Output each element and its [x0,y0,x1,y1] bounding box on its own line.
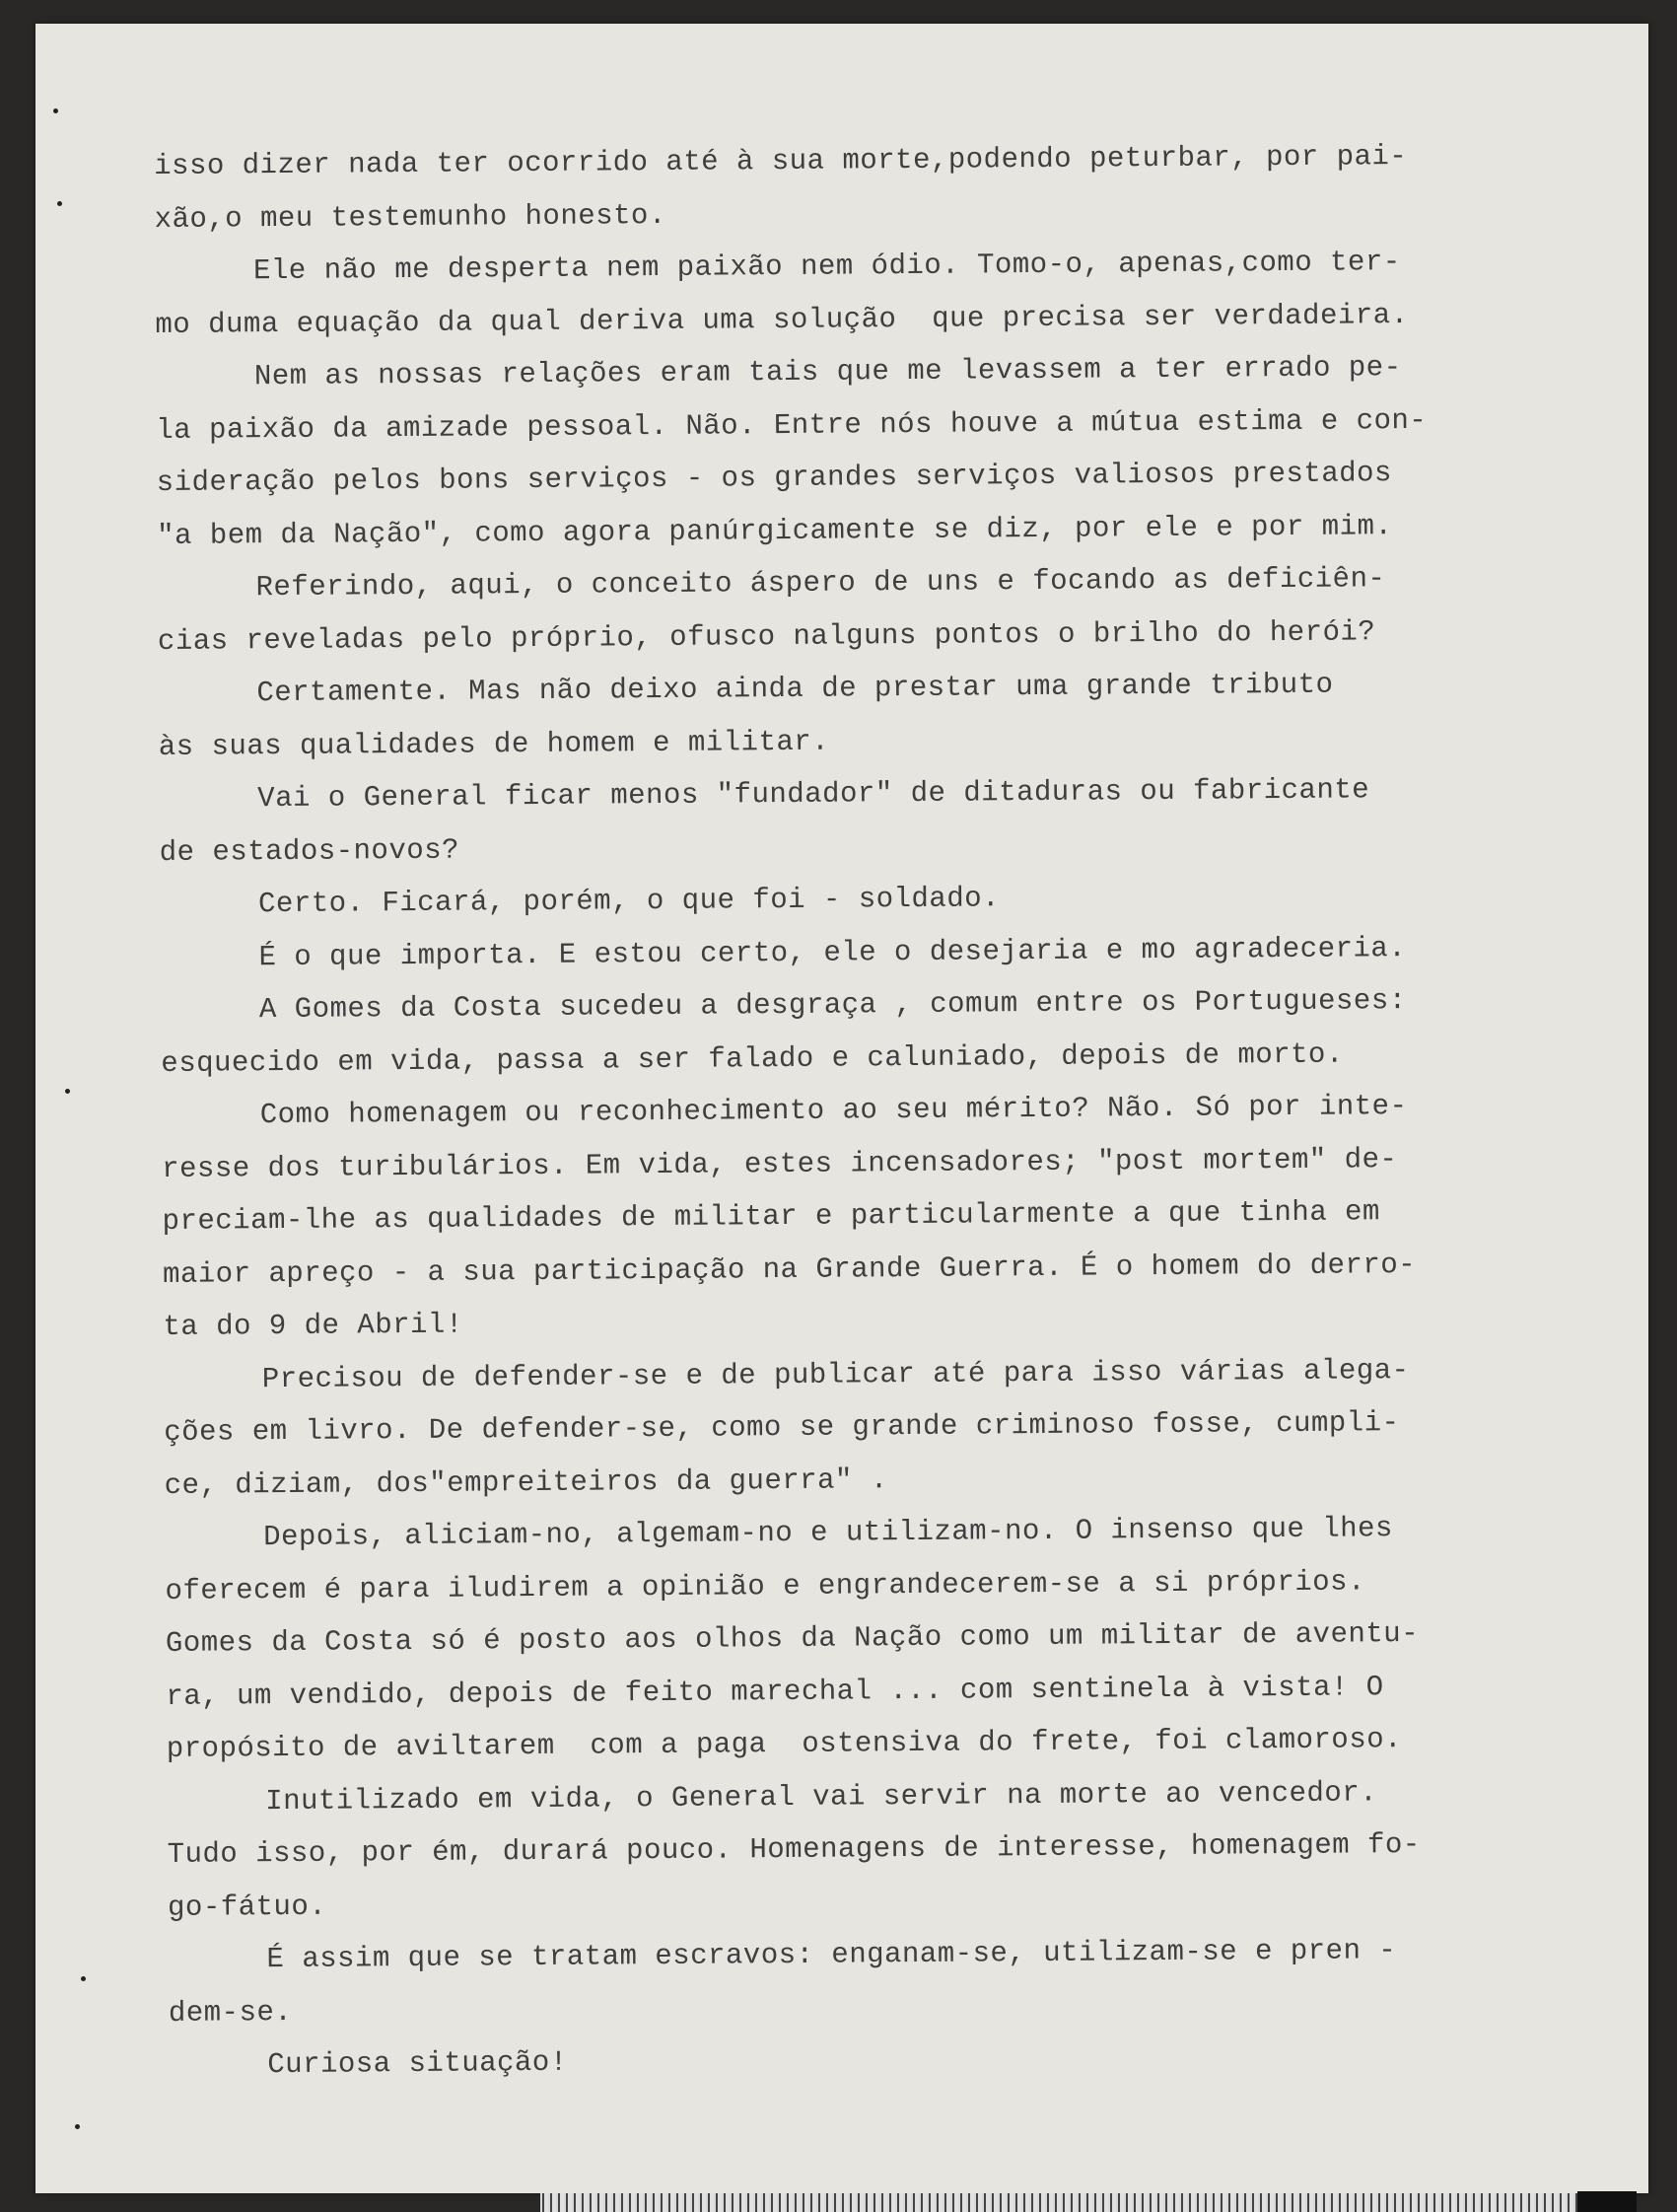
text-line: Gomes da Costa só é posto aos olhos da Nação como um militar de aventu- [165,1616,1420,1660]
text-line: mo duma equação da qual deriva uma solução que precisa ser verdadeira. [155,298,1409,341]
text-line: Certamente. Mas não deixo ainda de prestar uma grande tributo [256,668,1334,710]
text-line: Precisou de defender-se e de publicar até para isso várias alega- [261,1353,1410,1395]
text-line: Certo. Ficará, porém, o que foi - soldado. [257,882,1001,921]
text-line: Ele não me desperta nem paixão nem ódio. Tomo-o, apenas,como ter- [252,246,1401,288]
text-line: xão,o meu testemunho honesto. [154,198,666,236]
text-line: Como homenagem ou reconhecimento ao seu mérito? Não. Só por inte- [259,1090,1408,1132]
text-line: esquecido em vida, passa a ser falado e caluniado, depois de morto. [161,1037,1344,1080]
text-line: É assim que se tratam escravos: enganam-se, utilizam-se e pren - [266,1934,1397,1976]
text-line: "a bem da Nação", como agora panúrgicamente se diz, por ele e por mim. [157,509,1393,552]
text-line: Tudo isso, por ém, durará pouco. Homenagens de interesse, homenagem fo- [167,1827,1421,1871]
text-line: oferecem é para iludirem a opinião e engrandecerem-se a si próprios. [165,1564,1366,1607]
text-line: preciam-lhe as qualidades de militar e particularmente a que tinha em [162,1195,1381,1238]
text-line: Curiosa situação! [267,2045,568,2082]
text-line: Nem as nossas relações eram tais que me levassem a ter errado pe- [253,351,1402,393]
text-line: ta do 9 de Abril! [163,1308,463,1343]
margin-mark [75,2124,80,2129]
text-line: Referindo, aqui, o conceito áspero de uns e focando as deficiên- [255,562,1386,605]
text-line: isso dizer nada ter ocorrido até à sua morte,podendo peturbar, por pai- [154,140,1408,182]
margin-mark [53,108,58,113]
text-line: propósito de aviltarem com a paga ostensiva do frete, foi clamoroso. [166,1723,1403,1765]
margin-mark [65,1089,70,1094]
text-line: Depois, aliciam-no, algemam-no e utilizam-no. O insenso que lhes [263,1512,1394,1554]
text-line: às suas qualidades de homem e militar. [158,725,830,763]
text-line: go-fátuo. [167,1890,327,1924]
scan-edge-ruler [540,2193,1635,2212]
margin-mark [57,201,62,206]
typed-text-body [154,129,1589,2093]
text-line: cias reveladas pelo próprio, ofusco nalguns pontos o brilho do herói? [157,614,1376,658]
scan-edge-marker [1577,2191,1637,2212]
text-line: ra, um vendido, depois de feito marechal ... com sentinela à vista! O [166,1670,1384,1713]
text-line: de estados-novos? [159,833,460,869]
text-line: ce, diziam, dos"empreiteiros da guerra" . [164,1463,888,1502]
text-line: ções em livro. De defender-se, como se grande criminoso fosse, cumpli- [164,1406,1400,1449]
text-line: resse dos turibulários. Em vida, estes incensadores; "post mortem" de- [162,1142,1398,1185]
text-line: la paixão da amizade pessoal. Não. Entre nós houve a mútua estima e con- [156,403,1428,447]
text-line: maior apreço - a sua participação na Grande Guerra. É o homem do derro- [162,1248,1417,1291]
text-line: Vai o General ficar menos "fundador" de ditaduras ou fabricante [257,773,1370,816]
text-line: Inutilizado em vida, o General vai servir na morte ao vencedor. [265,1775,1378,1818]
text-line: dem-se. [168,1995,293,2030]
text-line: sideração pelos bons serviços - os grandes serviços valiosos prestados [156,457,1393,499]
text-line: É o que importa. E estou certo, ele o desejaria e mo agradeceria. [258,931,1407,973]
document-page [35,24,1648,2193]
text-line: A Gomes da Costa sucedeu a desgraça , comum entre os Portugueses: [258,984,1407,1027]
margin-mark [81,1976,86,1981]
